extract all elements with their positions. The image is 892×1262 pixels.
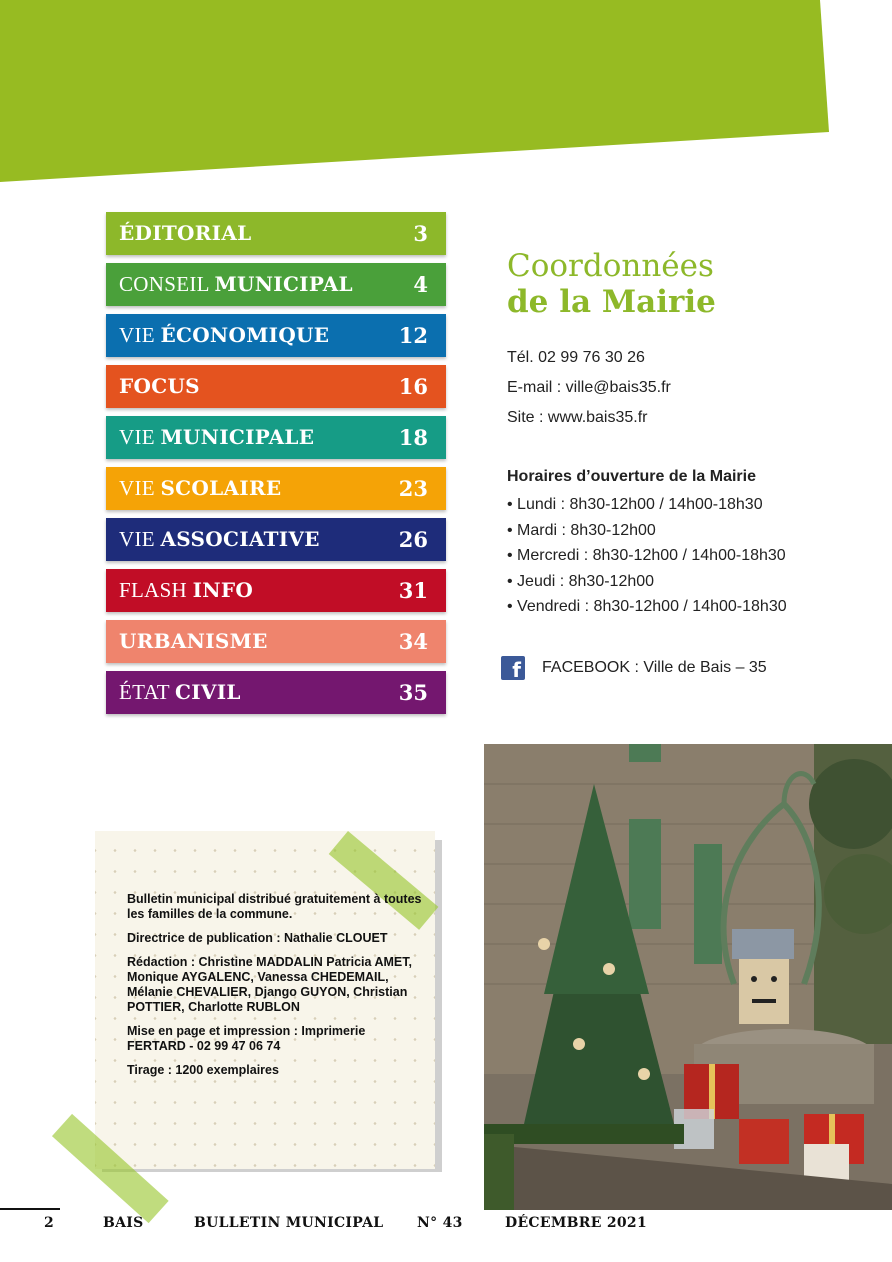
town-hall-christmas-photo (484, 744, 892, 1210)
toc-page-number: 18 (398, 425, 428, 450)
toc-page-number: 12 (398, 323, 428, 348)
email-address[interactable]: E-mail : ville@bais35.fr (507, 379, 671, 396)
hours-line: • Jeudi : 8h30-12h00 (507, 572, 655, 590)
hours-line: • Lundi : 8h30-12h00 / 14h00-18h30 (507, 496, 763, 513)
facebook-icon: f (501, 656, 525, 680)
phone-number: Tél. 02 99 76 30 26 (507, 349, 645, 366)
toc-item[interactable]: ÉTAT CIVIL 35 (106, 671, 446, 714)
footer-page-number: 2 (44, 1215, 55, 1231)
footer-rule (0, 1208, 60, 1210)
toc-item[interactable]: FLASH INFO 31 (106, 569, 446, 612)
footer-date: DÉCEMBRE 2021 (505, 1215, 647, 1231)
toc-page-number: 31 (398, 578, 428, 603)
toc-item[interactable]: VIE MUNICIPALE 18 (106, 416, 446, 459)
header-banner (0, 0, 892, 200)
opening-hours-title: Horaires d’ouverture de la Mairie (507, 468, 756, 485)
toc-page-number: 3 (413, 221, 428, 246)
hours-line: • Mercredi : 8h30-12h00 / 14h00-18h30 (507, 547, 786, 564)
facebook-label: FACEBOOK : Ville de Bais – 35 (542, 659, 767, 676)
toc-item[interactable]: ÉDITORIAL 3 (106, 212, 446, 255)
toc-page-number: 34 (398, 629, 428, 654)
hours-line: • Mardi : 8h30-12h00 (507, 521, 656, 539)
credits-printer: Mise en page et impression : Imprimerie FERTARD - 02 99 47 06 74 (127, 1024, 366, 1053)
credits-print-run: Tirage : 1200 exemplaires (127, 1063, 279, 1077)
footer-town: BAIS (103, 1215, 144, 1231)
facebook-link[interactable] (501, 656, 767, 680)
toc-page-number: 35 (398, 680, 428, 705)
footer-issue: N° 43 (417, 1215, 463, 1231)
toc-page-number: 4 (413, 272, 428, 297)
contact-title-line2: de la Mairie (507, 284, 716, 320)
contact-title-line1: Coordonnées (507, 248, 714, 284)
toc-page-number: 23 (398, 476, 428, 501)
footer-publication: BULLETIN MUNICIPAL (194, 1215, 384, 1231)
toc-item[interactable]: URBANISME 34 (106, 620, 446, 663)
credits-distribution: Bulletin municipal distribué gratuitement à toutes les familles de la commune. (127, 892, 422, 921)
credits-text (127, 892, 427, 1087)
toc-item[interactable]: VIE ÉCONOMIQUE 12 (106, 314, 446, 357)
opening-hours (507, 466, 787, 622)
toc-item[interactable]: CONSEIL MUNICIPAL 4 (106, 263, 446, 306)
toc-item[interactable]: FOCUS 16 (106, 365, 446, 408)
contact-details (507, 347, 671, 437)
credits-editors: Rédaction : Christine MADDALIN Patricia AMET, Monique AYGALENC, Vanessa CHEDEMAIL, Mélanie CHEVALIER, Django GUYON, Christian POTTIER, Charlotte RUBLON (127, 955, 412, 1014)
toc-page-number: 16 (398, 374, 428, 399)
toc-page-number: 26 (398, 527, 428, 552)
hours-line: • Vendredi : 8h30-12h00 / 14h00-18h30 (507, 598, 787, 615)
table-of-contents (106, 212, 446, 722)
toc-item[interactable]: VIE ASSOCIATIVE 26 (106, 518, 446, 561)
website[interactable]: Site : www.bais35.fr (507, 409, 648, 426)
credits-director: Directrice de publication : Nathalie CLOUET (127, 931, 388, 945)
toc-item[interactable]: VIE SCOLAIRE 23 (106, 467, 446, 510)
contact-title (507, 248, 887, 320)
